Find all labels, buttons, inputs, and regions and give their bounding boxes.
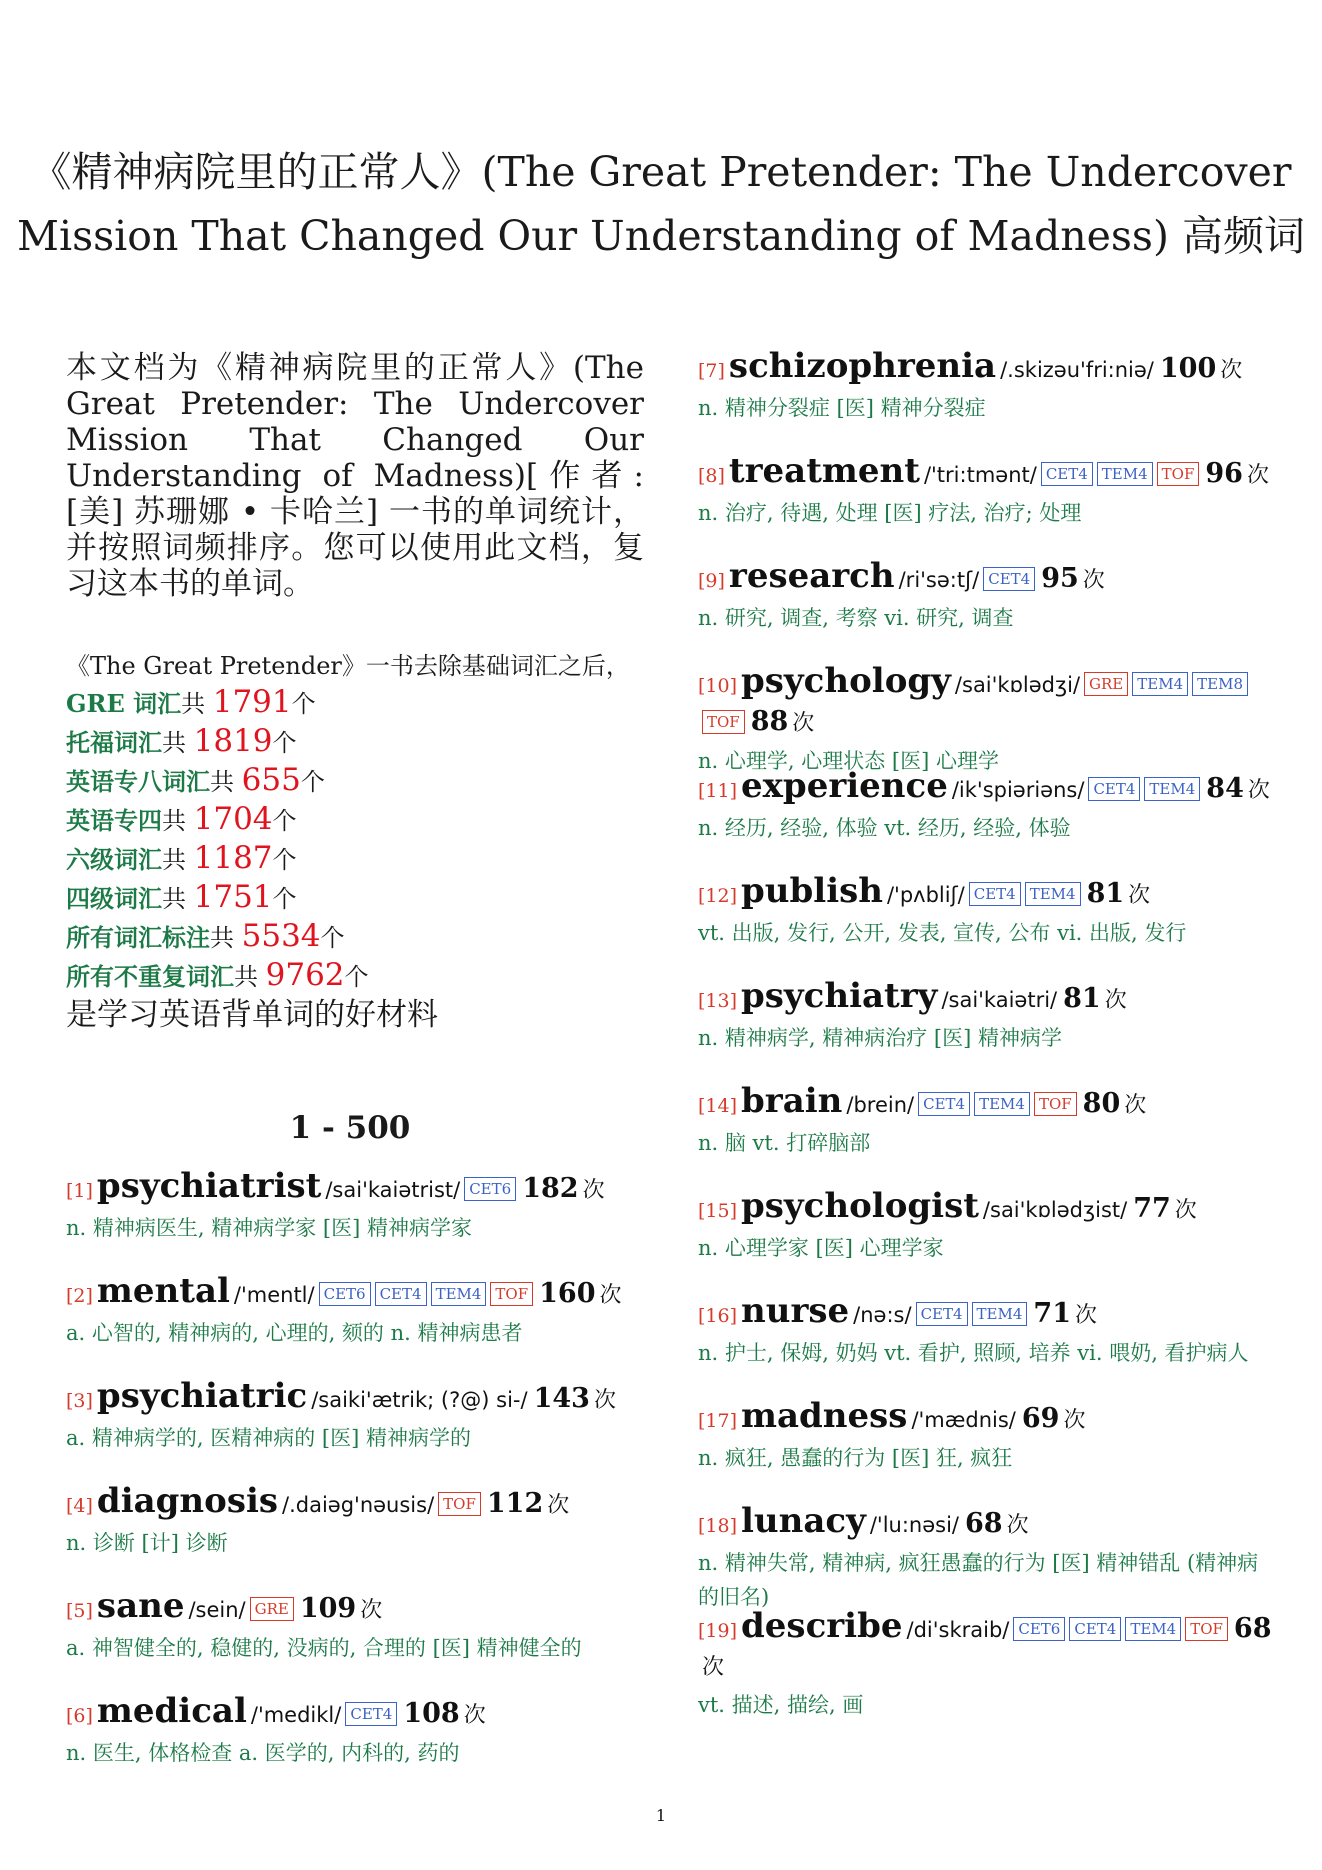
entry-index: [4]: [66, 1495, 93, 1517]
exam-tag: TOF: [1157, 462, 1200, 486]
entry-pronunciation: /'mædnis/: [911, 1408, 1016, 1432]
entry-definition: n. 心理学家 [医] 心理学家: [698, 1236, 944, 1260]
exam-tag: TEM8: [1192, 672, 1248, 696]
entry-frequency: 68: [1233, 1613, 1272, 1644]
entry-word: sane: [96, 1586, 185, 1626]
entry-definition: n. 护士, 保姆, 奶妈 vt. 看护, 照顾, 培养 vi. 喂奶, 看护病人: [698, 1341, 1249, 1365]
stat-connector: 共: [162, 807, 194, 835]
entry-frequency: 81: [1086, 878, 1125, 909]
exam-tag: TOF: [1185, 1617, 1228, 1641]
entry-index: [11]: [698, 780, 738, 802]
stat-count: 5534: [241, 918, 321, 954]
entry-pronunciation: /sai'kaiətri/: [941, 988, 1058, 1012]
entry-times-label: 次: [1082, 568, 1105, 593]
stat-count: 1791: [212, 684, 292, 720]
entry-word: psychologist: [741, 1186, 979, 1226]
stat-count: 655: [241, 762, 301, 798]
exam-tag: TEM4: [1125, 1617, 1181, 1641]
entry-frequency: 109: [299, 1593, 357, 1624]
entry-word: brain: [741, 1081, 843, 1121]
exam-tag: TOF: [490, 1282, 533, 1306]
stat-unit: 个: [272, 846, 297, 874]
stat-line: [66, 684, 666, 723]
entry-index: [12]: [698, 885, 738, 907]
word-entry: [698, 661, 1278, 773]
entry-index: [6]: [66, 1705, 93, 1727]
word-entry: [698, 1188, 1278, 1293]
title-line-1: 《精神病院里的正常人》(The Great Pretender: The Undercover: [30, 148, 1292, 196]
entry-pronunciation: /di'skraib/: [906, 1618, 1010, 1642]
entry-index: [2]: [66, 1285, 93, 1307]
stat-unit: 个: [291, 690, 316, 718]
entry-times-label: 次: [1220, 358, 1243, 383]
stat-line: [66, 723, 666, 762]
stat-label: 英语专四: [66, 806, 162, 835]
word-entry: [698, 1083, 1278, 1188]
stat-label: 所有词汇标注: [66, 923, 210, 952]
exam-tag: GRE: [250, 1597, 294, 1621]
entry-word: medical: [96, 1691, 247, 1731]
entry-definition: n. 疯狂, 愚蠢的行为 [医] 狂, 疯狂: [698, 1446, 1013, 1470]
entry-times-label: 次: [582, 1178, 605, 1203]
entry-frequency: 182: [522, 1173, 579, 1204]
entry-times-label: 次: [702, 1655, 725, 1680]
entry-times-label: 次: [1174, 1198, 1197, 1223]
entry-index: [16]: [698, 1305, 738, 1327]
entry-definition: a. 神智健全的, 稳健的, 没病的, 合理的 [医] 精神健全的: [66, 1636, 582, 1660]
entry-headline: [66, 1588, 646, 1629]
entry-frequency: 77: [1133, 1193, 1171, 1224]
word-entry: [66, 1693, 646, 1798]
entry-index: [10]: [698, 675, 738, 697]
entry-times-label: 次: [1074, 1303, 1097, 1328]
entry-definition: a. 精神病学的, 医精神病的 [医] 精神病学的: [66, 1426, 471, 1450]
word-entry: [66, 1273, 646, 1378]
stat-line: [66, 918, 666, 957]
exam-tag: GRE: [1084, 672, 1128, 696]
stat-connector: 共: [162, 885, 194, 913]
title-line-2: Mission That Changed Our Understanding of Madness) 高频词: [17, 212, 1305, 260]
word-entry: [698, 348, 1278, 453]
intro-paragraph: 本文档为《精神病院里的正常人》(The Great Pretender: The Undercover Mission That Changed Our Understanding of Madness)[作者: [美] 苏珊娜 • 卡哈兰] 一书的单词统计，并按照词频排序。您可以使用此文档，复习这本书的单词。: [66, 350, 644, 602]
entry-definition: n. 脑 vt. 打碎脑部: [698, 1131, 871, 1155]
entry-pronunciation: /sai'kɒlədʒist/: [982, 1198, 1128, 1222]
entry-headline: [66, 1168, 646, 1209]
stat-label: 英语专八词汇: [66, 767, 210, 796]
entry-index: [18]: [698, 1515, 738, 1537]
entry-index: [7]: [698, 360, 725, 382]
entry-definition: n. 精神失常, 精神病, 疯狂愚蠢的行为 [医] 精神错乱 (精神病的旧名): [698, 1551, 1259, 1609]
exam-tag: TEM4: [972, 1302, 1028, 1326]
stat-connector: 共: [162, 846, 194, 874]
word-list-right: [698, 346, 1278, 1717]
entry-word: publish: [741, 871, 883, 911]
entry-word: treatment: [728, 451, 920, 491]
stat-unit: 个: [272, 807, 297, 835]
entry-word: describe: [741, 1606, 903, 1646]
exam-tag: CET6: [1013, 1617, 1065, 1641]
entry-frequency: 88: [750, 706, 789, 737]
exam-tag: TEM4: [1144, 777, 1200, 801]
entry-pronunciation: /'medikl/: [250, 1703, 342, 1727]
entry-index: [13]: [698, 990, 738, 1012]
word-entry: [66, 1378, 646, 1483]
entry-pronunciation: /ri'sə:tʃ/: [898, 568, 980, 592]
entry-times-label: 次: [360, 1598, 383, 1623]
entry-word: nurse: [741, 1291, 850, 1331]
entry-word: psychiatry: [741, 976, 938, 1016]
exam-tag: CET4: [969, 882, 1021, 906]
range-heading: 1 - 500: [289, 1110, 411, 1146]
entry-frequency: 81: [1063, 983, 1101, 1014]
word-entry: [66, 1588, 646, 1693]
entry-times-label: 次: [463, 1703, 486, 1728]
stats-list: [66, 684, 666, 996]
word-list-left: [66, 1168, 646, 1798]
entry-word: mental: [96, 1271, 230, 1311]
entry-headline: [698, 1293, 1278, 1334]
exam-tag: TOF: [1034, 1092, 1077, 1116]
exam-tag: TOF: [702, 710, 745, 734]
stat-count: 9762: [265, 957, 345, 993]
entry-word: research: [728, 556, 895, 596]
entry-headline: [698, 558, 1278, 599]
entry-headline: [66, 1378, 646, 1419]
stat-count: 1751: [193, 879, 273, 915]
entry-index: [14]: [698, 1095, 738, 1117]
entry-frequency: 143: [533, 1383, 590, 1414]
stat-count: 1704: [193, 801, 273, 837]
entry-word: psychology: [741, 661, 951, 701]
stats-lead: 《The Great Pretender》一书去除基础词汇之后，: [66, 652, 630, 680]
word-entry: [698, 558, 1278, 663]
entry-word: lunacy: [741, 1501, 866, 1541]
entry-definition: n. 医生, 体格检查 a. 医学的, 内科的, 药的: [66, 1741, 460, 1765]
stats-block: [66, 648, 666, 1034]
entry-pronunciation: /ik'spiəriəns/: [951, 778, 1085, 802]
entry-pronunciation: /'pʌbliʃ/: [886, 883, 965, 907]
entry-definition: n. 精神分裂症 [医] 精神分裂症: [698, 396, 986, 420]
exam-tag: CET4: [345, 1702, 397, 1726]
entry-index: [9]: [698, 570, 725, 592]
entry-frequency: 80: [1082, 1088, 1121, 1119]
entry-pronunciation: /.skizəu'fri:niə/: [1000, 358, 1154, 382]
entry-pronunciation: /saiki'ætrik; (?@) si-/: [311, 1388, 528, 1412]
stat-count: 1187: [193, 840, 273, 876]
entry-definition: n. 经历, 经验, 体验 vt. 经历, 经验, 体验: [698, 816, 1071, 840]
entry-headline: [698, 1398, 1278, 1439]
exam-tag: TEM4: [1097, 462, 1153, 486]
entry-frequency: 96: [1205, 458, 1243, 489]
entry-times-label: 次: [547, 1493, 570, 1518]
stat-line: [66, 762, 666, 801]
stat-unit: 个: [272, 729, 297, 757]
exam-tag: CET4: [1069, 1617, 1121, 1641]
entry-headline: [66, 1273, 646, 1314]
page-number: 1: [655, 1806, 667, 1825]
entry-index: [15]: [698, 1200, 738, 1222]
stat-connector: 共: [181, 690, 213, 718]
exam-tag: TEM4: [974, 1092, 1030, 1116]
stat-line: [66, 801, 666, 840]
entry-times-label: 次: [1063, 1408, 1086, 1433]
entry-pronunciation: /sai'kaiətrist/: [325, 1178, 461, 1202]
exam-tag: TEM4: [1025, 882, 1081, 906]
entry-headline: [698, 978, 1278, 1019]
exam-tag: TEM4: [431, 1282, 487, 1306]
entry-index: [1]: [66, 1180, 93, 1202]
entry-pronunciation: /'tri:tmənt/: [923, 463, 1037, 487]
entry-times-label: 次: [1124, 1093, 1147, 1118]
entry-word: psychiatrist: [96, 1166, 322, 1206]
stat-label: 四级词汇: [66, 884, 162, 913]
entry-times-label: 次: [792, 711, 815, 736]
entry-frequency: 84: [1206, 773, 1244, 804]
entry-headline: [66, 1693, 646, 1734]
entry-pronunciation: /sai'kɒlədʒi/: [954, 673, 1081, 697]
word-entry: [698, 873, 1278, 978]
entry-pronunciation: /.daiəg'nəusis/: [282, 1493, 435, 1517]
word-entry: [698, 453, 1278, 558]
stat-unit: 个: [272, 885, 297, 913]
entry-times-label: 次: [1104, 988, 1127, 1013]
stat-connector: 共: [234, 963, 266, 991]
exam-tag: CET4: [916, 1302, 968, 1326]
entry-word: diagnosis: [96, 1481, 279, 1521]
entry-definition: n. 诊断 [计] 诊断: [66, 1531, 228, 1555]
entry-index: [17]: [698, 1410, 738, 1432]
entry-pronunciation: /brein/: [846, 1093, 915, 1117]
entry-headline: [698, 663, 1278, 742]
entry-times-label: 次: [1006, 1513, 1029, 1538]
stat-label: 六级词汇: [66, 845, 162, 874]
stat-connector: 共: [162, 729, 194, 757]
entry-pronunciation: /'lu:nəsi/: [869, 1513, 960, 1537]
entry-definition: n. 精神病学, 精神病治疗 [医] 精神病学: [698, 1026, 1062, 1050]
stat-line: [66, 840, 666, 879]
stat-connector: 共: [210, 924, 242, 952]
stat-line: [66, 957, 666, 996]
entry-headline: [698, 1608, 1278, 1686]
entry-headline: [698, 873, 1278, 914]
stat-unit: 个: [320, 924, 345, 952]
entry-definition: vt. 描述, 描绘, 画: [698, 1693, 864, 1717]
entry-definition: a. 心智的, 精神病的, 心理的, 颏的 n. 精神病患者: [66, 1321, 523, 1345]
entry-frequency: 100: [1159, 353, 1217, 384]
entry-headline: [698, 1503, 1278, 1544]
entry-times-label: 次: [599, 1283, 622, 1308]
entry-pronunciation: /nə:s/: [853, 1303, 912, 1327]
exam-tag: CET4: [983, 567, 1035, 591]
exam-tag: CET6: [464, 1177, 516, 1201]
exam-tag: CET4: [1041, 462, 1093, 486]
entry-headline: [698, 768, 1278, 809]
entry-frequency: 69: [1021, 1403, 1060, 1434]
exam-tag: CET4: [918, 1092, 970, 1116]
entry-frequency: 68: [965, 1508, 1003, 1539]
entry-index: [19]: [698, 1620, 738, 1642]
entry-index: [5]: [66, 1600, 93, 1622]
entry-word: psychiatric: [96, 1376, 308, 1416]
word-entry: [66, 1168, 646, 1273]
exam-tag: CET4: [375, 1282, 427, 1306]
exam-tag: TOF: [438, 1492, 481, 1516]
entry-frequency: 95: [1041, 563, 1079, 594]
entry-word: schizophrenia: [728, 346, 997, 386]
exam-tag: TEM4: [1132, 672, 1188, 696]
entry-times-label: 次: [593, 1388, 616, 1413]
entry-definition: vt. 出版, 发行, 公开, 发表, 宣传, 公布 vi. 出版, 发行: [698, 921, 1187, 945]
stat-unit: 个: [344, 963, 369, 991]
stat-line: [66, 879, 666, 918]
word-entry: [698, 1398, 1278, 1503]
entry-frequency: 71: [1033, 1298, 1071, 1329]
entry-headline: [698, 1188, 1278, 1229]
entry-definition: n. 精神病医生, 精神病学家 [医] 精神病学家: [66, 1216, 472, 1240]
entry-times-label: 次: [1246, 463, 1269, 488]
word-entry: [66, 1483, 646, 1588]
document-title: [0, 140, 1322, 268]
stat-count: 1819: [193, 723, 273, 759]
entry-definition: n. 心理学, 心理状态 [医] 心理学: [698, 749, 999, 773]
entry-headline: [698, 348, 1278, 389]
entry-headline: [698, 1083, 1278, 1124]
entry-pronunciation: /sein/: [188, 1598, 246, 1622]
entry-definition: n. 研究, 调查, 考察 vi. 研究, 调查: [698, 606, 1014, 630]
word-entry: [698, 1293, 1278, 1398]
entry-frequency: 160: [539, 1278, 596, 1309]
word-entry: [698, 1606, 1278, 1717]
entry-definition: n. 治疗, 待遇, 处理 [医] 疗法, 治疗; 处理: [698, 501, 1082, 525]
word-entry: [698, 978, 1278, 1083]
stat-connector: 共: [210, 768, 242, 796]
entry-frequency: 112: [486, 1488, 544, 1519]
word-entry: [698, 768, 1278, 873]
stat-label: 所有不重复词汇: [66, 962, 234, 991]
entry-frequency: 108: [403, 1698, 460, 1729]
word-entry: [698, 1503, 1278, 1608]
exam-tag: CET4: [1088, 777, 1140, 801]
entry-index: [3]: [66, 1390, 93, 1412]
entry-index: [8]: [698, 465, 725, 487]
stat-unit: 个: [300, 768, 325, 796]
entry-times-label: 次: [1247, 778, 1270, 803]
entry-headline: [698, 453, 1278, 494]
stat-label: GRE 词汇: [66, 689, 182, 718]
entry-word: experience: [741, 766, 948, 806]
entry-headline: [66, 1483, 646, 1524]
stats-closing: 是学习英语背单词的好材料: [66, 997, 438, 1033]
stat-label: 托福词汇: [66, 728, 162, 757]
entry-pronunciation: /'mentl/: [233, 1283, 315, 1307]
entry-word: madness: [741, 1396, 908, 1436]
exam-tag: CET6: [319, 1282, 371, 1306]
entry-times-label: 次: [1128, 883, 1151, 908]
